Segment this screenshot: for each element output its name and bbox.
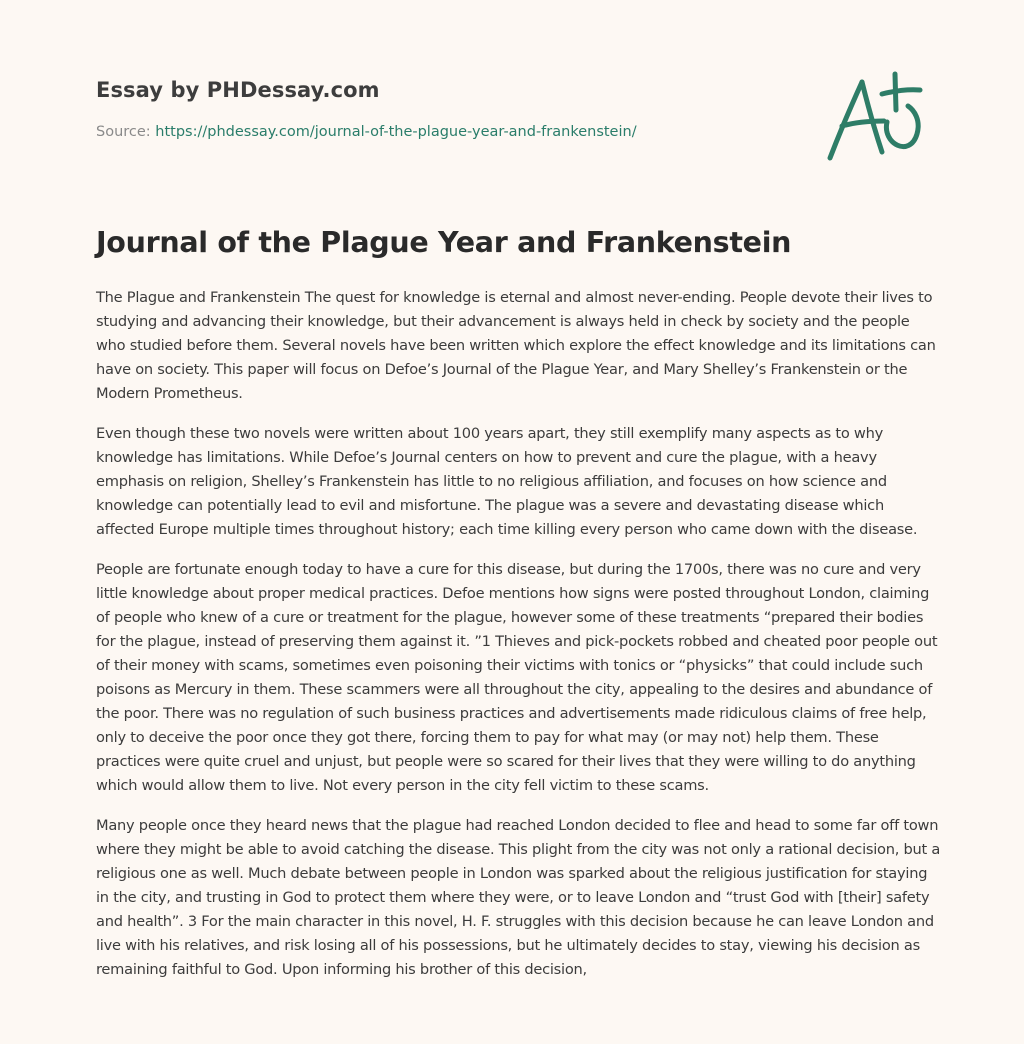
a-plus-icon: [824, 70, 928, 164]
source-link[interactable]: https://phdessay.com/journal-of-the-plague-year-and-frankenstein/: [155, 124, 637, 140]
essay-paragraph: The Plague and Frankenstein The quest for knowledge is eternal and almost never-ending. People devote their lives to studying and advancing their knowledge, but their advancement is always held in check by society and the people who studied before them. Several novels have been written which explore the effect knowledge and its limitations can have on society. This paper will focus on Defoe’s Journal of the Plague Year, and Mary Shelley’s Frankenstein or the Modern Prometheus.: [96, 289, 936, 402]
site-brand: Essay by PHDessay.com: [96, 78, 380, 102]
source-line: [96, 124, 637, 140]
essay-paragraph: Many people once they heard news that the plague had reached London decided to flee and head to some far off town where they might be able to avoid catching the disease. This plight from the city was not only a rational decision, but a religious one as well. Much debate between people in London was sparked about the religious justification for staying in the city, and trusting in God to protect them where they were, or to leave London and “trust God with [their] safety and health”. 3 For the main character in this novel, H. F. struggles with this decision because he can leave London and live with his relatives, and risk losing all of his possessions, but he ultimately decides to stay, viewing his decision as remaining faithful to God. Upon informing his brother of this decision,: [96, 817, 941, 978]
essay-title: Journal of the Plague Year and Frankenstein: [96, 226, 792, 259]
essay-paragraph: Even though these two novels were written about 100 years apart, they still exemplify many aspects as to why knowledge has limitations. While Defoe’s Journal centers on how to prevent and cure the plague, with a heavy emphasis on religion, Shelley’s Frankenstein has little to no religious affiliation, and focuses on how science and knowledge can potentially lead to evil and misfortune. The plague was a severe and devastating disease which affected Europe multiple times throughout history; each time killing every person who came down with the disease.: [96, 425, 918, 538]
essay-paragraph: People are fortunate enough today to have a cure for this disease, but during the 1700s, there was no cure and very little knowledge about proper medical practices. Defoe mentions how signs were posted throughout London, claiming of people who knew of a cure or treatment for the plague, however some of these treatments “prepared their bodies for the plague, instead of preserving them against it. ”1 Thieves and pick-pockets robbed and cheated poor people out of their money with scams, sometimes even poisoning their victims with tonics or “physicks” that could include such poisons as Mercury in them. These scammers were all throughout the city, appealing to the desires and abundance of the poor. There was no regulation of such business practices and advertisements made ridiculous claims of free help, only to deceive the poor once they got there, forcing them to pay for what may (or may not) help them. These practices were quite cruel and unjust, but people were so scared for their lives that they were willing to do anything which would allow them to live. Not every person in the city fell victim to these scams.: [96, 561, 938, 794]
source-label: Source:: [96, 124, 156, 140]
essay-body: [96, 286, 941, 998]
